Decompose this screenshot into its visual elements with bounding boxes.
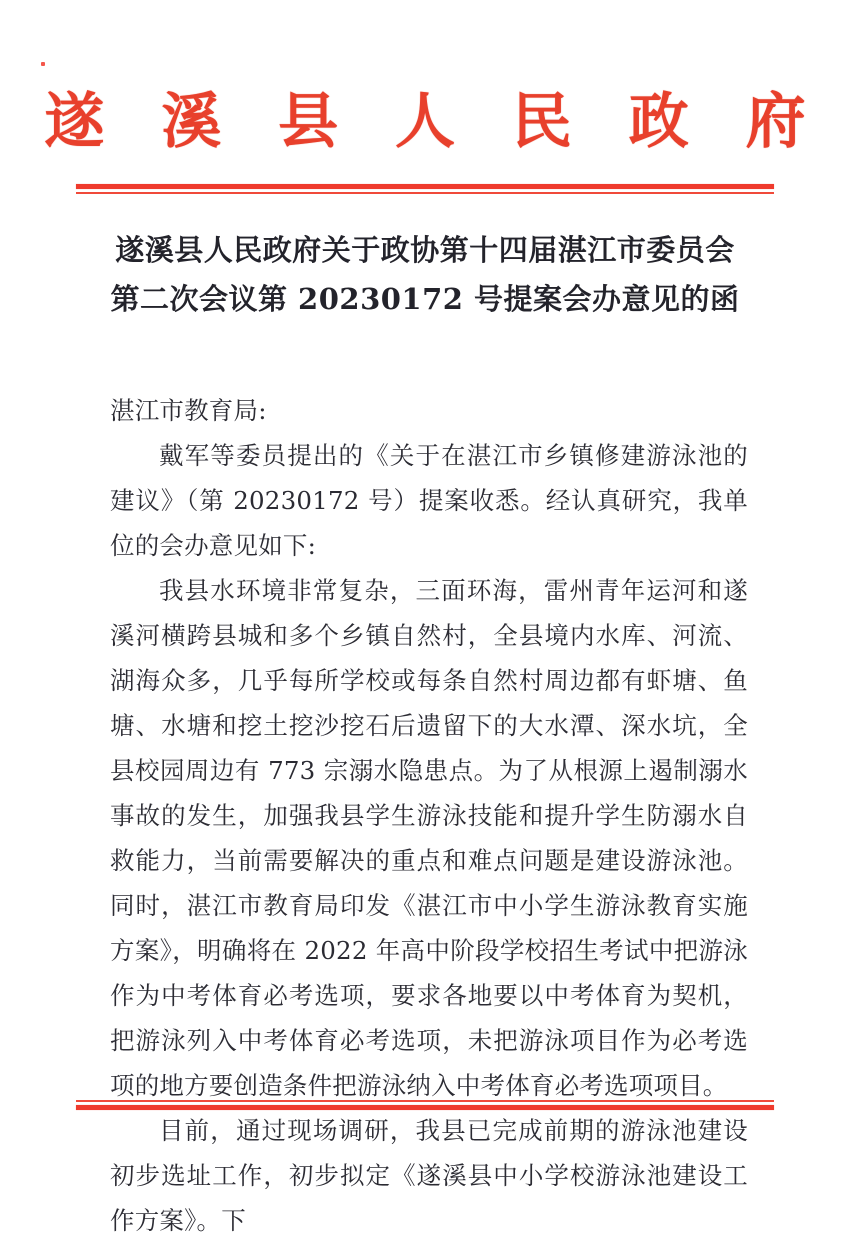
salutation: 湛江市教育局:	[110, 396, 267, 425]
document-body	[110, 388, 748, 1243]
body-paragraph-3: 目前，通过现场调研，我县已完成前期的游泳池建设初步选址工作，初步拟定《遂溪县中小学校游泳池建设工作方案》。下	[110, 1116, 748, 1235]
issuing-authority-title: 遂 溪 县 人 民 政 府	[44, 87, 824, 157]
page-title-line-1: 遂溪县人民政府关于政协第十四届湛江市委员会	[115, 233, 735, 267]
body-paragraph-1: 戴军等委员提出的《关于在湛江市乡镇修建游泳池的建议》（第 20230172 号）提案收悉。经认真研究，我单位的会办意见如下:	[110, 441, 748, 560]
footer-divider	[76, 1100, 774, 1110]
page-title-line-2: 第二次会议第 20230172 号提案会办意见的函	[110, 282, 740, 316]
header-divider-thin-rule	[76, 192, 774, 194]
footer-divider-thick-rule	[76, 1105, 774, 1110]
page-title	[92, 226, 758, 324]
scan-speck-artifact	[41, 62, 45, 66]
body-paragraph-2: 我县水环境非常复杂，三面环海，雷州青年运河和遂溪河横跨县城和多个乡镇自然村，全县境内水库、河流、湖海众多，几乎每所学校或每条自然村周边都有虾塘、鱼塘、水塘和挖土挖沙挖石后遗留下的大水潭、深水坑，全县校园周边有 773 宗溺水隐患点。为了从根源上遏制溺水事故的发生，加强我县学生游泳技能和提升学生防溺水自救能力，当前需要解决的重点和难点问题是建设游泳池。同时，湛江市教育局印发《湛江市中小学生游泳教育实施方案》，明确将在 2022 年高中阶段学校招生考试中把游泳作为中考体育必考选项，要求各地要以中考体育为契机，把游泳列入中考体育必考选项，未把游泳项目作为必考选项的地方要创造条件把游泳纳入中考体育必考选项项目。	[110, 576, 748, 1100]
masthead	[0, 87, 850, 157]
header-divider	[76, 184, 774, 194]
